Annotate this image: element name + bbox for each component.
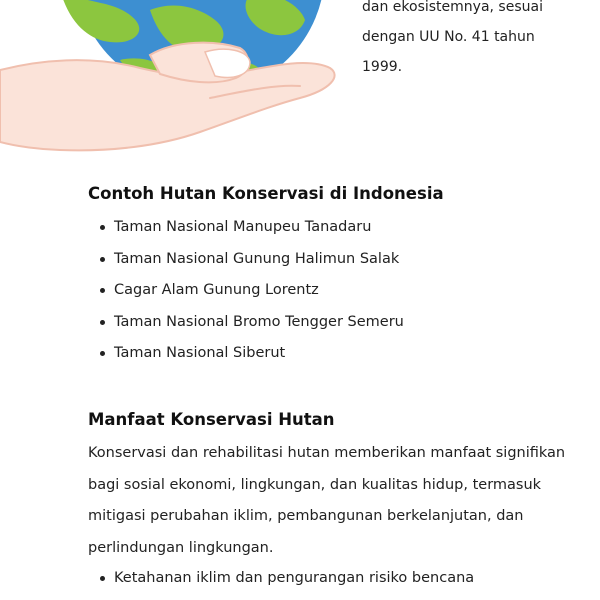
list-item (96, 244, 404, 276)
list-item-text: Ketahanan iklim dan pengurangan risiko bencana (114, 570, 475, 586)
list-item (96, 338, 404, 370)
bullet-icon (100, 288, 105, 293)
side-text-line: dengan UU No. 41 tahun (362, 29, 535, 45)
paragraph-line: mitigasi perubahan iklim, pembangunan berkelanjutan, dan (88, 508, 524, 524)
side-text (362, 0, 592, 82)
bullet-icon (100, 576, 105, 581)
contoh-list (96, 212, 404, 370)
side-text-line: 1999. (362, 59, 403, 75)
list-item (96, 307, 404, 339)
paragraph-line: Konservasi dan rehabilitasi hutan memberikan manfaat signifikan (88, 445, 566, 461)
manfaat-paragraph (88, 438, 588, 564)
side-text-line: dan ekosistemnya, sesuai (362, 0, 543, 15)
list-item-text: Taman Nasional Siberut (114, 345, 286, 361)
bullet-icon (100, 257, 105, 262)
list-item-text: Cagar Alam Gunung Lorentz (114, 282, 319, 298)
contoh-heading: Contoh Hutan Konservasi di Indonesia (88, 184, 444, 203)
paragraph-line: perlindungan lingkungan. (88, 539, 274, 556)
bullet-icon (100, 225, 105, 230)
list-item (96, 275, 404, 307)
list-item-text: Taman Nasional Gunung Halimun Salak (114, 250, 400, 267)
bullet-icon (100, 351, 105, 356)
list-item (96, 563, 474, 595)
list-item-text: Taman Nasional Bromo Tengger Semeru (114, 313, 404, 330)
list-item-text: Taman Nasional Manupeu Tanadaru (114, 219, 372, 235)
list-item (96, 212, 404, 244)
bullet-icon (100, 320, 105, 325)
manfaat-list (96, 563, 474, 595)
manfaat-heading: Manfaat Konservasi Hutan (88, 410, 335, 429)
paragraph-line: bagi sosial ekonomi, lingkungan, dan kualitas hidup, termasuk (88, 476, 542, 493)
